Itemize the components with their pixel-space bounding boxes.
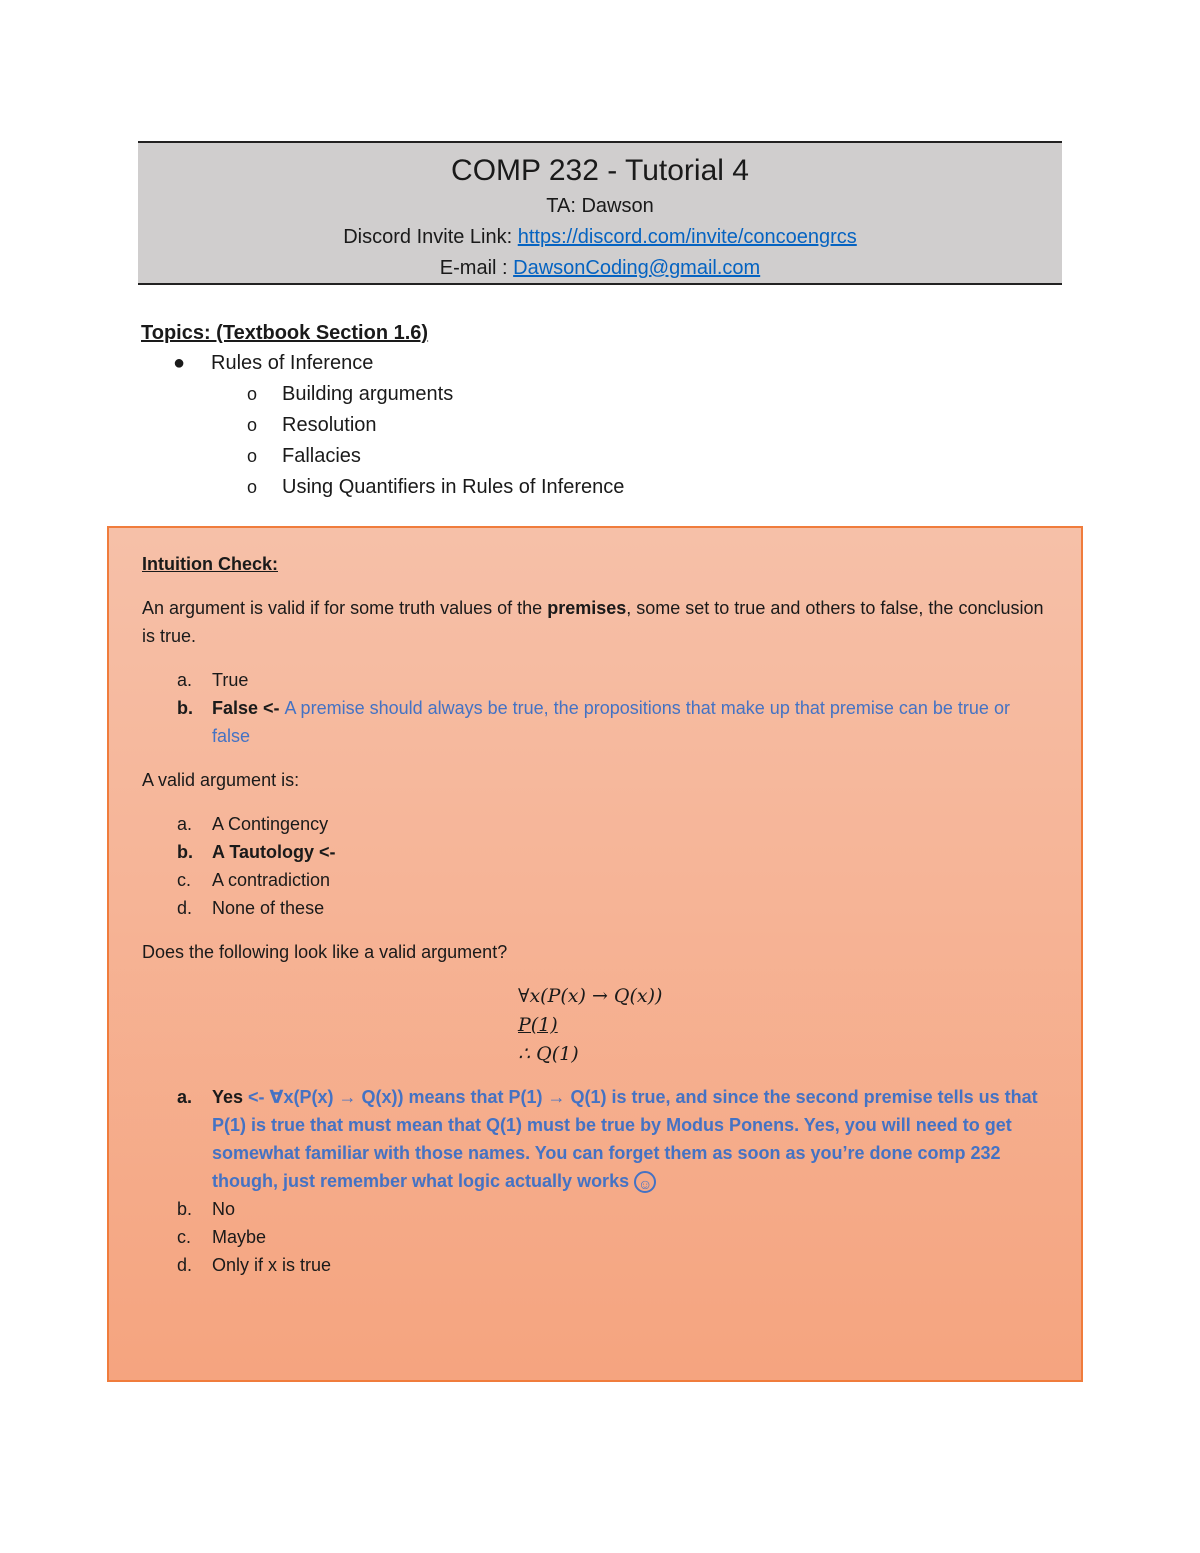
subtopic-item	[141, 379, 624, 410]
option-label: False <-	[212, 698, 285, 718]
topics-label: Topics: (Textbook Section 1.6)	[141, 322, 429, 344]
option-marker: c.	[177, 1227, 192, 1247]
circle-bullet-icon: o	[247, 477, 258, 497]
email-label: E-mail :	[439, 257, 514, 279]
ta-line: TA: Dawson	[546, 195, 654, 217]
email-line	[138, 253, 1062, 284]
option-marker: d.	[177, 898, 193, 918]
answer-note: A premise should always be true, the propositions that make up that premise can be true or false	[212, 698, 1010, 746]
option-label: A contradiction	[212, 870, 331, 890]
intuition-heading: Intuition Check:	[142, 554, 278, 574]
q1-option-b	[142, 694, 1047, 750]
option-marker: a.	[177, 670, 193, 690]
discord-line	[138, 222, 1062, 253]
page-title: COMP 232 - Tutorial 4	[451, 154, 749, 187]
option-marker: b.	[177, 1199, 193, 1219]
q3-options	[142, 1083, 1081, 1279]
premise-2: P(1)	[518, 1014, 558, 1036]
subtopic-item	[141, 472, 624, 503]
premise-1: ∀x(P(x) → Q(x))	[518, 985, 663, 1007]
q1-text-post: , some set to true and others to false, the conclusion is true.	[142, 598, 1044, 646]
question-1	[142, 594, 1047, 650]
email-link[interactable]: DawsonCoding@gmail.com	[513, 257, 761, 279]
intuition-check-box	[107, 526, 1083, 1382]
q3-option-d	[142, 1251, 1047, 1279]
argument-formula	[518, 982, 1081, 1069]
q2-option-b	[142, 838, 1047, 866]
discord-link[interactable]: https://discord.com/invite/concoengrcs	[517, 226, 857, 248]
subtopic-label: Building arguments	[282, 383, 454, 405]
option-marker: b.	[177, 842, 193, 862]
q1-text-pre: An argument is valid if for some truth values of the	[142, 598, 548, 618]
topic-main	[141, 348, 624, 379]
q3-option-b	[142, 1195, 1047, 1223]
option-marker: c.	[177, 870, 192, 890]
q2-option-d	[142, 894, 1047, 922]
option-label: A Tautology <-	[212, 842, 336, 862]
subtopic-item	[141, 441, 624, 472]
question-2: A valid argument is:	[142, 770, 300, 790]
q2-option-c	[142, 866, 1047, 894]
q2-options	[142, 810, 1081, 922]
question-3: Does the following look like a valid argument?	[142, 942, 508, 962]
option-label: Yes	[212, 1087, 249, 1107]
q3-option-c	[142, 1223, 1047, 1251]
subtopic-item	[141, 410, 624, 441]
q1-option-a	[142, 666, 1047, 694]
topic-main-label: Rules of Inference	[211, 352, 374, 374]
option-marker: d.	[177, 1255, 193, 1275]
option-marker: a.	[177, 1087, 193, 1107]
circle-bullet-icon: o	[247, 446, 258, 466]
option-label: Maybe	[212, 1227, 267, 1247]
subtopic-label: Resolution	[282, 414, 377, 436]
q2-option-a	[142, 810, 1047, 838]
title-block	[138, 141, 1062, 285]
option-label: None of these	[212, 898, 325, 918]
bullet-icon: ●	[173, 352, 186, 374]
option-marker: b.	[177, 698, 193, 718]
q1-text-bold: premises	[547, 598, 627, 618]
answer-note: <- ∀x(P(x) → Q(x)) means that P(1) → Q(1) is true, and since the second premise tells us that P(1) is true that must mean that Q(1) must be true by Modus Ponens. Yes, you will need to get somewhat familiar with those names. You can forget them as soon as you’re done comp 232 though, just remember what logic actually works	[212, 1087, 1038, 1191]
option-label: No	[212, 1199, 236, 1219]
option-label: True	[212, 670, 249, 690]
q3-option-a	[142, 1083, 1047, 1195]
option-marker: a.	[177, 814, 193, 834]
circle-bullet-icon: o	[247, 384, 258, 404]
subtopic-label: Fallacies	[282, 445, 361, 467]
subtopic-label: Using Quantifiers in Rules of Inference	[282, 476, 625, 498]
option-label: Only if x is true	[212, 1255, 332, 1275]
option-label: A Contingency	[212, 814, 329, 834]
q1-options	[142, 666, 1081, 750]
conclusion: ∴ Q(1)	[518, 1043, 579, 1065]
discord-label: Discord Invite Link:	[343, 226, 518, 248]
topics-section	[141, 318, 624, 503]
smiley-icon: ☺	[634, 1171, 656, 1193]
circle-bullet-icon: o	[247, 415, 258, 435]
